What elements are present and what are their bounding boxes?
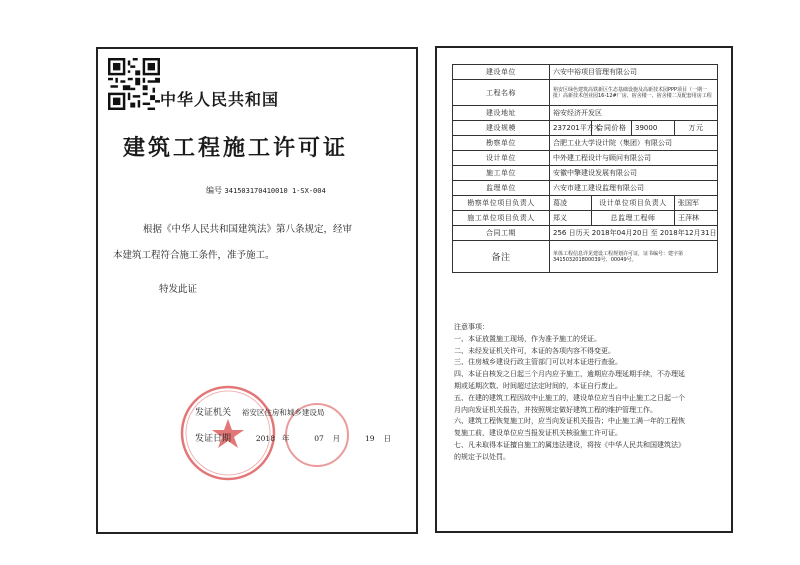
issue-date-day-unit: 日 — [383, 434, 391, 443]
issuer-row — [195, 405, 324, 418]
note-item: 复施工前，建设单位应当报发证机关核验施工许可证。 — [454, 429, 622, 438]
note-item: 一、本证放置施工现场，作为准予施工的凭证。 — [454, 334, 601, 343]
note-item: 月内向发证机关报告，并按照规定做好建筑工程的维护管理工作。 — [454, 405, 657, 414]
issue-date-label: 发证日期 — [195, 434, 232, 444]
build-unit-label: 建设单位 — [453, 65, 550, 80]
construction-pm-value: 郑义 — [550, 211, 592, 226]
survey-pm-value: 葛凌 — [550, 196, 592, 211]
issue-date-year-unit: 年 — [281, 434, 290, 443]
design-pm-value: 张国军 — [675, 196, 718, 211]
permit-number — [206, 185, 326, 196]
table-row — [453, 241, 718, 273]
table-row — [453, 151, 718, 166]
construction-unit-value: 安徽中擎建设发展有限公司 — [550, 166, 718, 181]
note-item: 七、凡未取得本证擅自施工的属违法建设，将按《中华人民共和国建筑法》 — [454, 440, 685, 449]
survey-unit-value: 合肥工业大学设计院（集团）有限公司 — [550, 136, 718, 151]
country-title: 中华人民共和国 — [160, 90, 280, 109]
issue-date-row — [195, 431, 391, 444]
permit-body-text — [113, 217, 413, 269]
contract-period-label: 合同工期 — [453, 226, 550, 241]
contract-price-value: 39000 — [632, 121, 675, 136]
body-line-2: 本建筑工程符合施工条件，准予施工。 — [113, 250, 275, 261]
table-row — [453, 196, 718, 211]
qr-code — [108, 58, 160, 110]
issue-date-month-unit: 月 — [332, 434, 341, 443]
issue-date-year: 2018 — [255, 434, 275, 443]
table-row — [453, 181, 718, 196]
remark-value: 单体工程信息详见建设工程规划许可证，证书编号：建字第341503201800039号、00049号。 — [550, 241, 718, 273]
contract-period-value: 256 日历天 2018年04月20日 至 2018年12月31日 — [550, 226, 718, 241]
note-item: 六、建筑工程恢复施工时，应当向发证机关报告；中止施工满一年的工程恢 — [454, 417, 685, 426]
notes-title: 注意事项： — [454, 323, 489, 331]
table-row — [453, 106, 718, 121]
table-row — [453, 211, 718, 226]
design-pm-label: 设计单位项目负责人 — [592, 196, 675, 211]
permit-title: 建筑工程施工许可证 — [123, 135, 349, 161]
note-item: 四、本证自核发之日起三个月内应予施工，逾期应办理延期手续，不办理延 — [454, 370, 685, 379]
issue-date-day: 19 — [365, 434, 375, 443]
table-row — [453, 166, 718, 181]
body-line-1: 根据《中华人民共和国建筑法》第八条规定，经审 — [143, 224, 353, 235]
build-unit-value: 六安中裕项目管理有限公司 — [550, 65, 718, 80]
design-unit-value: 中外建工程设计与顾问有限公司 — [550, 151, 718, 166]
issuer-value: 裕安区住房和城乡建设局 — [241, 408, 325, 417]
table-row — [453, 121, 718, 136]
table-row — [453, 65, 718, 80]
construction-unit-label: 施工单位 — [453, 166, 550, 181]
permit-cover-panel — [96, 47, 418, 534]
chief-supervisor-label: 总监理工程师 — [592, 211, 675, 226]
scale-value: 237201平方米 — [550, 121, 592, 136]
permit-number-label: 编号 — [206, 186, 222, 195]
project-name-value: 裕安区绿色建筑高铁新区生态基础设施及高新技术园PPP项目（一期一批）高新技术创业园16-12#厂房、宿舍楼一、宿舍楼二及配套用房工程 — [550, 80, 718, 106]
note-item: 五、在建的建筑工程因故中止施工的，建设单位应当自中止施工之日起一个 — [454, 393, 685, 402]
supervision-unit-label: 监理单位 — [453, 181, 550, 196]
special-issue-text: 特发此证 — [159, 284, 198, 295]
address-label: 建设地址 — [453, 106, 550, 121]
project-name-label: 工程名称 — [453, 80, 550, 106]
note-item: 二、未经发证机关许可，本证的各项内容不得变更。 — [454, 346, 615, 355]
scale-label: 建设规模 — [453, 121, 550, 136]
note-item: 三、住房城乡建设行政主管部门可以对本证进行查验。 — [454, 358, 622, 367]
notes-section — [454, 322, 724, 464]
issuer-label: 发证机关 — [195, 408, 232, 418]
contract-price-unit: 万元 — [675, 121, 718, 136]
note-item: 期或延期次数、时间超过法定时间的，本证自行废止。 — [454, 381, 622, 390]
table-row — [453, 226, 718, 241]
permit-details-panel — [435, 46, 733, 533]
note-item: 的规定予以处罚。 — [454, 452, 510, 461]
survey-pm-label: 勘察单位项目负责人 — [453, 196, 550, 211]
table-row — [453, 136, 718, 151]
project-info-table — [452, 64, 718, 273]
remark-label: 备注 — [453, 241, 550, 273]
address-value: 裕安经济开发区 — [550, 106, 718, 121]
permit-number-value: 341503170410010 1-SX-004 — [224, 187, 326, 195]
contract-price-label: 合同价格 — [592, 121, 632, 136]
supervision-unit-value: 六安市建工建设监理有限公司 — [550, 181, 718, 196]
design-unit-label: 设计单位 — [453, 151, 550, 166]
survey-unit-label: 勘察单位 — [453, 136, 550, 151]
chief-supervisor-value: 王萍林 — [675, 211, 718, 226]
construction-pm-label: 施工单位项目负责人 — [453, 211, 550, 226]
issue-date-month: 07 — [314, 434, 324, 443]
table-row — [453, 80, 718, 106]
